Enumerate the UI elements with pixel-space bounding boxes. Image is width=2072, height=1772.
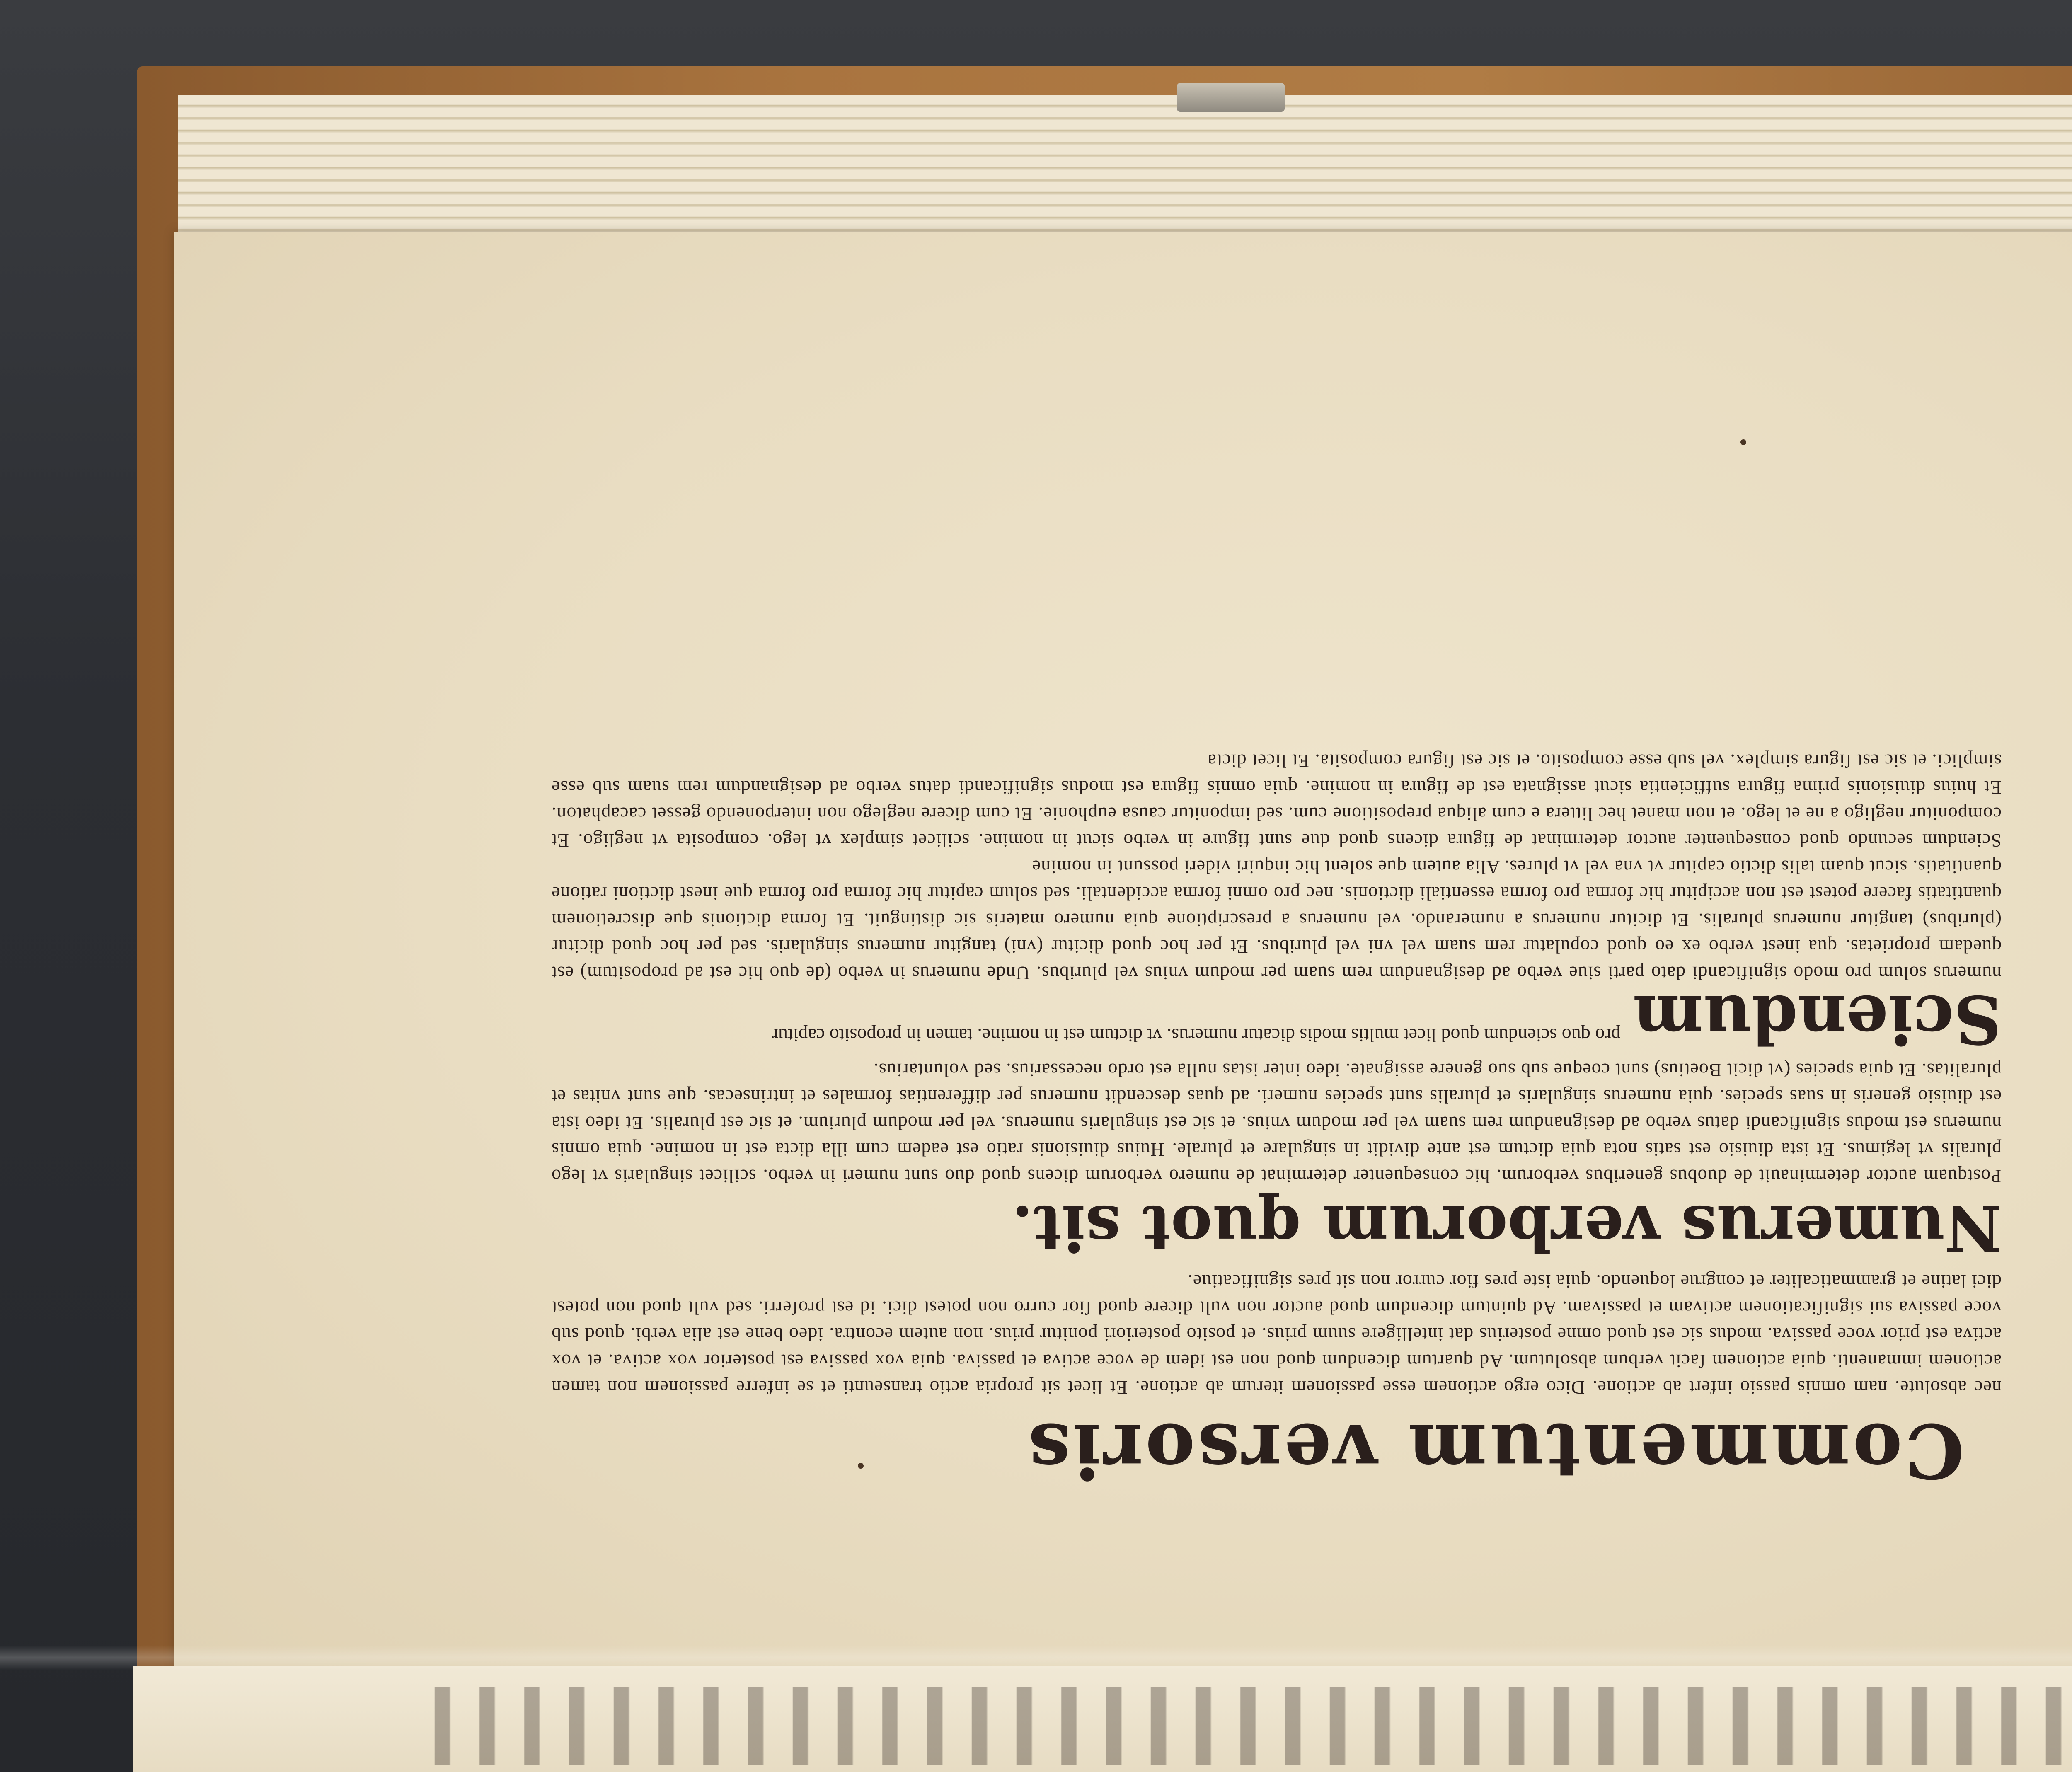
- paragraph-1: nec absolute. nam omnis passio infert ab actione. Dico ergo actionem esse passionem iterum ab actione. Et licet sit propria actio transeunti et se inferre passionem non tamen actionem immanenti. quia actionem facit verbum absolutum. Ad quartum dicendum quod non est idem de voce activa et passiva. quia vox passiva est posterior vox activa. et vox activa est prior voce passiva. modus sic est quod omne posterius dat intelligere suum prius. et posito posteriori ponitur prius. non autem econtra. ideo bene est alia verbi. quod sub voce passiva sui significationem activam et passivam. Ad quintum dicendum quod auctor non vult dicere quod fior curro non potest dici. id est proferri. sed vult quod non potest dici latine et grammaticaliter et congrue loquendo. quia iste pres fior curror non sit pres significatiue.: [551, 1271, 2002, 1398]
- paragraph-2: Postquam auctor determinauit de duobus generibus verborum. hic consequenter determinat de numero verborum dicens quod duo sunt numeri in verbo. scilicet singularis vt lego pluralis vt legimus. Et ista diuisio est satis nota quia dictum est ante dividit in singulare et plurale. Huius diuisionis ratio est eadem cum illa dicta est in nomine. quia omnis numerus est modus significandi datus verbo ad designandum rem suam vel per modum vnius. et sic est singularis numerus. vel per modum plurium. et sic est pluralis. Et ideo ista est diuisio generis in suas species. quia numerus singularis et pluralis sunt species numeri. ad quas descendit numerus per differentias formales et intrinsecas. que sunt vnitas et pluralitas. Et quia species (vt dicit Boetius) sunt coeque sub suo genere assignate. ideo inter istas nulla est ordo necessarius. sed voluntarius.: [551, 1060, 2002, 1187]
- wormhole: [1740, 439, 1746, 445]
- clasp: [1177, 83, 1285, 112]
- paragraph-3: numerus solum pro modo significandi dato parti siue verbo ad designandum rem suam per modum vnius vel pluribus. Unde numerus in verbo (de quo hic est ad propositum) est quedam proprietas. qua inest verbo ex eo quod copulatur rem suam vel vni vel pluribus. Et per hoc quod dicitur (vni) tangitur numerus singularis. sed per hoc quod dicitur (pluribus) tangitur numerus pluralis. Et dicitur numerus a numerando. vel numerus a prescriptione quia numero materis sic distinguit. Et forma dictionis que discretionem quantitatis facere potest est non accipitur hic forma pro forma essentiali dictionis. nec pro omni forma accidentali. sed solum capitur hic forma pro forma que inest dictioni ratione quantitatis. sicut quam talis dictio capitur vt vna vel vt plures. Alia autem que solent hic inquiri videri possunt in nomine: [551, 857, 2002, 984]
- sciendum-side-text: pro quo sciendum quod licet multis modis dicatur numerus. vt dictum est in nomine. tamen in proposito capitur: [772, 1025, 1621, 1046]
- printed-text-block: [551, 651, 2002, 1494]
- sciendum-row: [551, 980, 2002, 1058]
- paragraph-4: Sciendum secundo quod consequenter auctor determinat de figura dicens quod due sunt figure in verbo sicut in nomine. scilicet simplex vt lego. composita vt negligo. Et componitur negligo a ne et lego. et non manet hec littera e cum aliqua prepositione cum. sed imponitur causa euphonie. Et cum dicere neglego non interponendo gesset cacaphaton. Et huius diuisionis prima figura sufficientia sicut assignata est de figura in nomine. quia omnis figura est modus significandi datus verbo ad designandum rem suam sub esse simplici. et sic est figura simplex. vel sub esse composito. et sic est figura composita. Et licet dicta: [551, 750, 2002, 851]
- sciendum-initial-word: Sciendum: [1633, 980, 2002, 1058]
- facing-page-text: [406, 1687, 2064, 1765]
- section-heading: Numerus verborum quot sit.: [1011, 1191, 2002, 1264]
- page-title: Commentum versoris: [1026, 1407, 1964, 1494]
- glass-reflection: [0, 1645, 2072, 1670]
